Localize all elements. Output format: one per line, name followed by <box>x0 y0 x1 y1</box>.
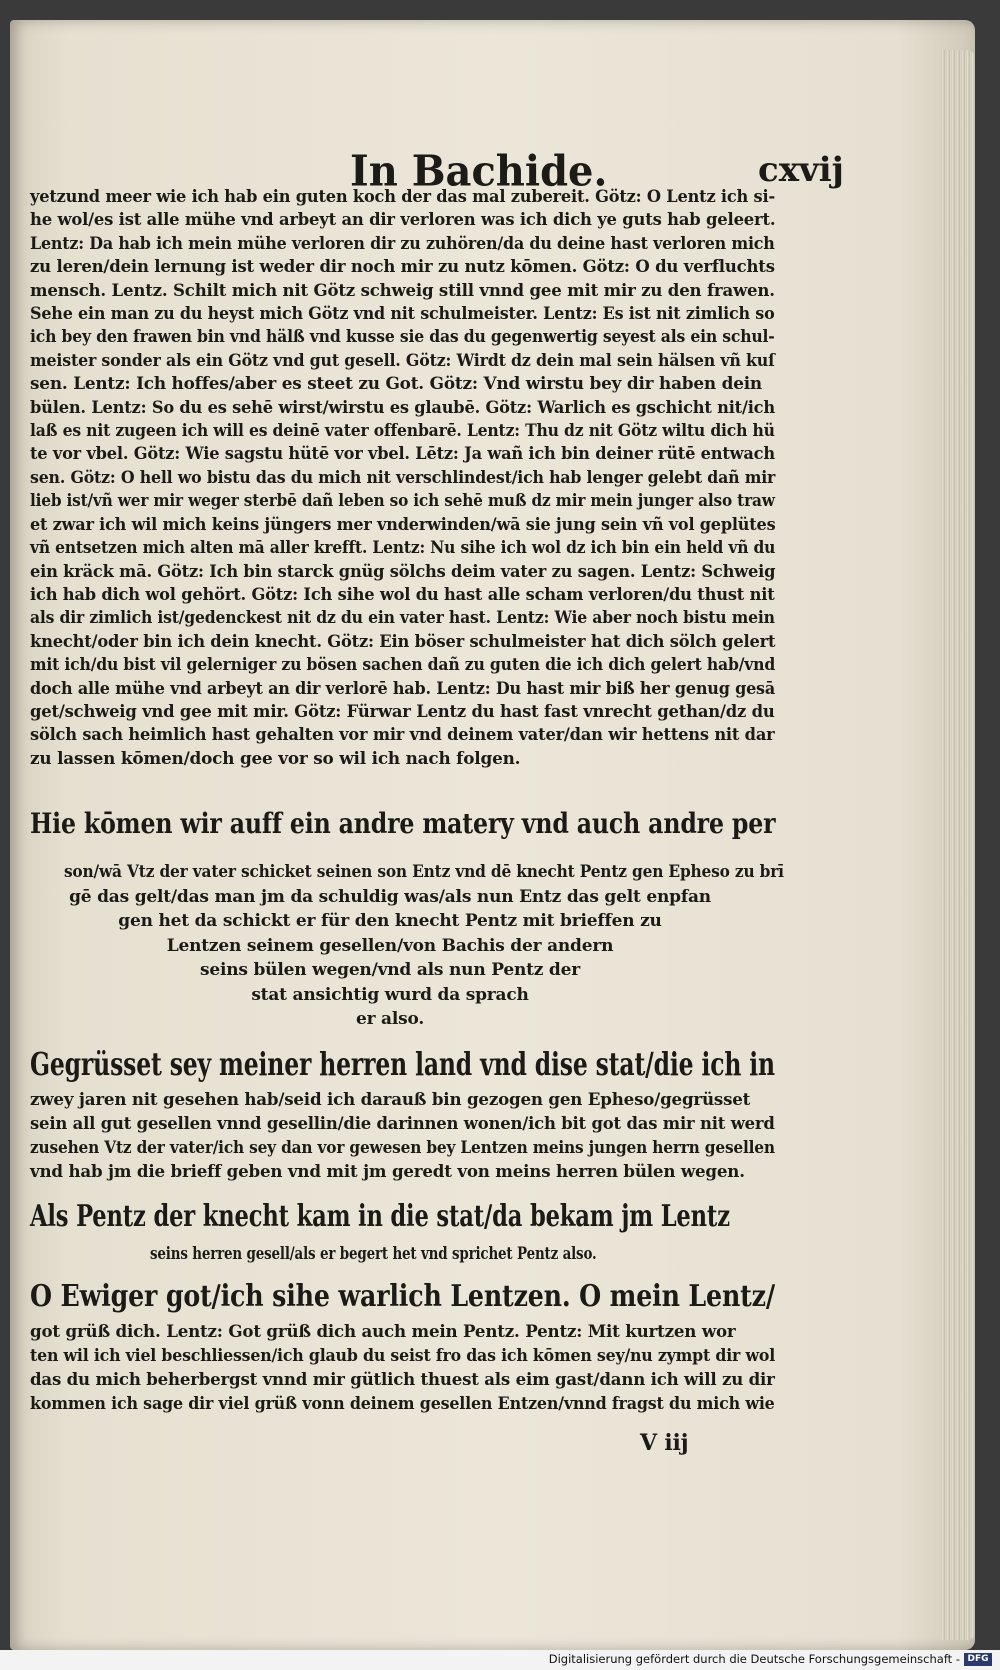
running-title: In Bachide. <box>350 146 608 197</box>
body-line: vñ entsetzen mich alten mā aller krefft. Lentz: Nu sihe ich wol dz ich bin ein held vñ du <box>30 538 776 559</box>
body-line: Sehe ein man zu du heyst mich Götz vnd nit schulmeister. Lentz: Es ist nit zimlich so <box>30 304 775 325</box>
paragraph-opening: O Ewiger got/ich sihe warlich Lentzen. O mein Lentz/ <box>30 1279 775 1314</box>
body-line: das du mich beherbergst vnnd mir gütlich thuest als eim gast/dann ich will zu dir <box>30 1370 775 1390</box>
body-line: meister sonder als ein Götz vnd gut gesell. Götz: Wirdt dz dein mal sein hälsen vñ kuſ <box>30 350 775 371</box>
dialogue-body <box>30 186 790 771</box>
stage-direction-subline: seins herren gesell/als er begert het vnd sprichet Pentz also. <box>150 1244 597 1264</box>
funding-notice: Digitalisierung gefördert durch die Deutsche Forschungsgemeinschaft - <box>548 1652 960 1666</box>
footer-bar <box>0 1650 1000 1670</box>
summary-line: gē das gelt/das man jm da schuldig was/als nun Entz das gelt enpfan <box>69 886 711 907</box>
body-line: yetzund meer wie ich hab ein guten koch der das mal zubereit. Götz: O Lentz ich si- <box>30 187 775 207</box>
body-line: ich hab dich wol gehört. Götz: Ich sihe wol du hast alle scham verloren/du thust nit <box>30 584 775 605</box>
summary-line: seins bülen wegen/vnd als nun Pentz der <box>199 960 580 980</box>
body-line: Lentz: Da hab ich mein mühe verloren dir zu zuhören/da du deine hast verloren mich <box>30 233 775 254</box>
folio-number: cxvij <box>758 150 844 190</box>
summary-line: stat ansichtig wurd da sprach <box>251 984 529 1005</box>
summary-line: gen het da schickt er für den knecht Pentz mit brieffen zu <box>118 911 662 931</box>
summary-line: er also. <box>355 1009 425 1029</box>
stage-direction-heading: Als Pentz der knecht kam in die stat/da bekam jm Lentz <box>30 1199 730 1234</box>
paragraph-opening: Gegrüsset sey meiner herren land vnd dise stat/die ich in <box>30 1045 775 1083</box>
body-line: zwey jaren nit gesehen hab/seid ich darauß bin gezogen gen Epheso/gegrüsset <box>30 1090 751 1110</box>
body-line: lieb ist/vñ wer mir weger sterbē dañ leben so ich sehē muß dz mir mein junger also traw <box>30 491 775 512</box>
body-line: als dir zimlich ist/gedenckest nit dz du ein vater hast. Lentz: Wie aber noch bistu mein <box>30 608 775 629</box>
summary-line: Lentzen seinem gesellen/von Bachis der andern <box>166 935 614 956</box>
body-line: mensch. Lentz. Schilt mich nit Götz schweig still vnnd gee mit mir zu den frawen. <box>30 280 775 301</box>
body-line: et zwar ich wil mich keins jüngers mer vnderwinden/wā sie jung sein vñ vol geplütes <box>30 514 776 535</box>
summary-line: son/wā Vtz der vater schicket seinen son Entz vnd dē knecht Pentz gen Epheso zu brī <box>63 862 784 882</box>
body-line: kommen ich sage dir viel grüß vonn deinem gesellen Entzen/vnnd fragst du mich wie <box>30 1394 775 1414</box>
body-line: zu lassen kōmen/doch gee vor so wil ich nach folgen. <box>30 748 521 769</box>
body-line: sen. Lentz: Ich hoffes/aber es steet zu Got. Götz: Vnd wirstu bey dir haben dein <box>30 374 762 395</box>
body-line: zu leren/dein lernung ist weder dir noch mir zu nutz kōmen. Götz: O du verfluchts <box>30 257 775 278</box>
scene-summary <box>30 860 784 1032</box>
body-line: ich bey den frawen bin vnd hälß vnd kusse sie das du gegenwertig seyest als ein schul- <box>30 327 775 348</box>
body-line: sein all gut gesellen vnnd gesellin/die darinnen wonen/ich bit got das mir nit werd <box>30 1114 775 1134</box>
body-line: sölch sach heimlich hast gehalten vor mir vnd deinem vater/dan wir hettens nit dar <box>30 725 775 746</box>
body-line: te vor vbel. Götz: Wie sagstu hütē vor vbel. Lētz: Ja wañ ich bin deiner rütē entwach <box>30 444 775 465</box>
body-line: bülen. Lentz: So du es sehē wirst/wirstu es glaubē. Götz: Warlich es gschicht nit/ich <box>30 397 775 418</box>
page-edges <box>941 50 975 1640</box>
body-line: ein kräck mā. Götz: Ich bin starck gnüg sölchs deim vater zu sagen. Lentz: Schweig <box>30 561 776 582</box>
body-line: zusehen Vtz der vater/ich sey dan vor gewesen bey Lentzen meins jungen herrn gesellen <box>30 1138 775 1158</box>
body-line: he wol/es ist alle mühe vnd arbeyt an dir verloren was ich dich ye guts hab geleert. <box>30 210 776 231</box>
body-line: laß es nit zugeen ich will es deinē vater offenbarē. Lentz: Thu dz nit Götz wiltu dich hü <box>30 421 775 442</box>
body-line: get/schweig vnd gee mit mir. Götz: Fürwar Lentz du hast fast vnrecht gethan/dz du <box>30 701 775 722</box>
body-line: ten wil ich viel beschliessen/ich glaub du seist fro das ich kōmen sey/nu zympt dir wol <box>30 1346 776 1366</box>
body-line: knecht/oder bin ich dein knecht. Götz: Ein böser schulmeister hat dich sölch gelert <box>30 631 776 652</box>
paragraph-body <box>30 1320 790 1416</box>
section-heading: Hie kōmen wir auff ein andre matery vnd auch andre per <box>30 807 776 840</box>
paragraph-body <box>30 1088 790 1184</box>
dfg-logo: DFG <box>964 1653 992 1666</box>
body-line: mit ich/du bist vil gelerniger zu bösen sachen dañ zu guten die ich dich gelert hab/vnd <box>30 655 776 676</box>
body-line: doch alle mühe vnd arbeyt an dir verlorē hab. Lentz: Du hast mir biß her genug gesā <box>30 678 776 699</box>
body-line: sen. Götz: O hell wo bistu das du mich nit verschlindest/ich hab lenger gelebt dañ mir <box>30 467 776 488</box>
signature-mark: V iij <box>640 1430 689 1456</box>
body-line: vnd hab jm die brieff geben vnd mit jm geredt von meins herren bülen wegen. <box>30 1162 745 1182</box>
body-line: got grüß dich. Lentz: Got grüß dich auch mein Pentz. Pentz: Mit kurtzen wor <box>30 1322 736 1342</box>
